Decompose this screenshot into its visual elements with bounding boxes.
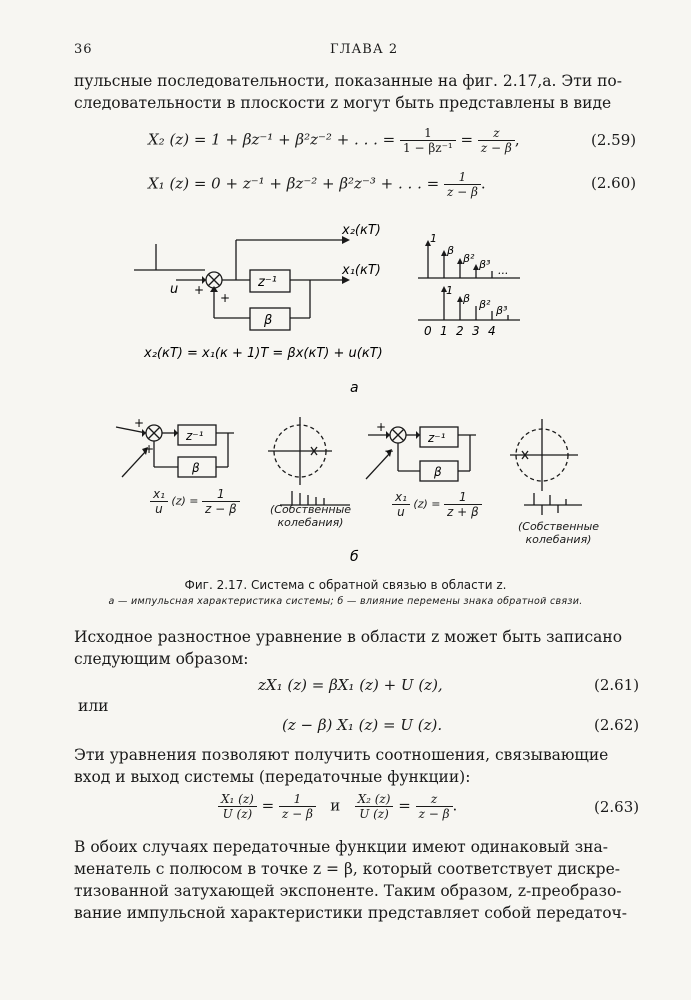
figure-2-17a	[120, 222, 580, 397]
impulse2-beta-label: β	[463, 292, 471, 305]
impulse-beta2-label: β²	[463, 252, 475, 265]
equation-number-2-61: (2.61)	[594, 676, 640, 694]
signal-x2-label: x₂(кT)	[342, 223, 381, 238]
plus-sign-2: +	[220, 291, 231, 305]
figure-caption: Фиг. 2.17. Система с обратной связью в области z.	[184, 578, 507, 592]
beta-block-label: β	[264, 313, 273, 328]
impulse-beta-label: β	[447, 244, 455, 257]
impulse2-beta2-label: β²	[479, 298, 491, 311]
impulse2-1-label: 1	[446, 284, 453, 297]
para2-line-1: Исходное разностное уравнение в области z может быть записано	[74, 628, 623, 646]
equation-number-2-60: (2.60)	[591, 174, 637, 192]
page-number: 36	[74, 42, 93, 57]
para3-line-1: Эти уравнения позволяют получить соотношения, связывающие	[74, 746, 609, 764]
tick-0: 0	[424, 324, 432, 338]
left-transfer-function: $\frac{\text{x₁}}{u}$ (z) = $\frac{1}{z - \beta}$	[150, 487, 240, 516]
chapter-header: ГЛАВА 2	[330, 42, 399, 57]
impulse-dots: ...	[498, 264, 509, 277]
tick-2: 2	[456, 324, 464, 338]
para2-line-2: следующим образом:	[74, 650, 249, 668]
figure-b-label: б	[350, 549, 359, 565]
equation-number-2-62: (2.62)	[594, 716, 640, 734]
para4-line-1: В обоих случаях передаточные функции имеют одинаковый зна-	[74, 838, 608, 856]
para4-line-3: тизованной затухающей экспоненте. Таким образом, z-преобразо-	[74, 882, 622, 900]
impulse2-beta3-label: β³	[496, 304, 508, 317]
equation-2-63: $\frac{\text{X₁ (z)}}{U (z)}$ = $\frac{1}{z - \beta}$ и $\frac{\text{X₂ (z)}}{U (z)}$ = $\frac{z}{z - \beta}$ .	[218, 792, 457, 821]
intro-line-2: следовательности в плоскости z могут быть представлены в виде	[74, 94, 612, 112]
right-plus: +	[376, 420, 387, 434]
para4-line-4: вание импульсной характеристики представляет собой передаточ-	[74, 904, 628, 922]
figure-caption-sub: а — импульсная характеристика системы; б — влияние перемены знака обратной связи.	[108, 596, 583, 607]
equation-2-59: X₂ (z) = 1 + βz⁻¹ + β²z⁻² + . . . = $\frac{1}{\text{1 − βz⁻¹}}$ = $\frac{z}{z - \beta}$ ,	[148, 126, 520, 155]
para3-line-2: вход и выход системы (передаточные функции):	[74, 768, 471, 786]
left-plus-1: +	[134, 416, 145, 430]
recurrence-formula: x₂(кT) = x₁(к + 1)T = βx(кT) + u(кT)	[144, 346, 383, 361]
left-oscillation-note: (Собственные колебания)	[270, 503, 352, 529]
right-oscillation-note: (Собственные колебания)	[518, 520, 600, 546]
right-minus: −	[384, 444, 395, 458]
plus-sign-1: +	[194, 283, 205, 297]
input-u-label: u	[170, 282, 179, 297]
delay-block-label: z⁻¹	[258, 275, 277, 290]
right-delay-label: z⁻¹	[428, 431, 446, 445]
equation-2-60: X₁ (z) = 0 + z⁻¹ + βz⁻² + β²z⁻³ + . . . = $\frac{1}{z - \beta}$ .	[148, 170, 486, 199]
equation-number-2-59: (2.59)	[591, 131, 637, 149]
para4-line-2: менатель с полюсом в точке z = β, который соответствует дискре-	[74, 860, 620, 878]
tick-1: 1	[440, 324, 448, 338]
word-ili: или	[78, 697, 109, 715]
tick-3: 3	[472, 324, 480, 338]
right-beta-label: β	[434, 465, 442, 479]
left-beta-label: β	[192, 461, 200, 475]
left-delay-label: z⁻¹	[186, 429, 204, 443]
right-transfer-function: $\frac{\text{x₁}}{u}$ (z) = $\frac{1}{z + \beta}$	[392, 490, 482, 519]
intro-line-1: пульсные последовательности, показанные на фиг. 2.17,а. Эти по-	[74, 72, 622, 90]
impulse-1-label: 1	[430, 232, 437, 245]
equation-2-62: (z − β) X₁ (z) = U (z).	[282, 716, 443, 734]
left-plus-2: +	[144, 442, 155, 456]
signal-x1-label: x₁(кT)	[342, 263, 381, 278]
figure-a-label: а	[350, 380, 359, 396]
equation-2-61: zX₁ (z) = βX₁ (z) + U (z),	[258, 676, 443, 694]
equation-number-2-63: (2.63)	[594, 798, 640, 816]
impulse-beta3-label: β³	[479, 258, 491, 271]
tick-4: 4	[488, 324, 496, 338]
